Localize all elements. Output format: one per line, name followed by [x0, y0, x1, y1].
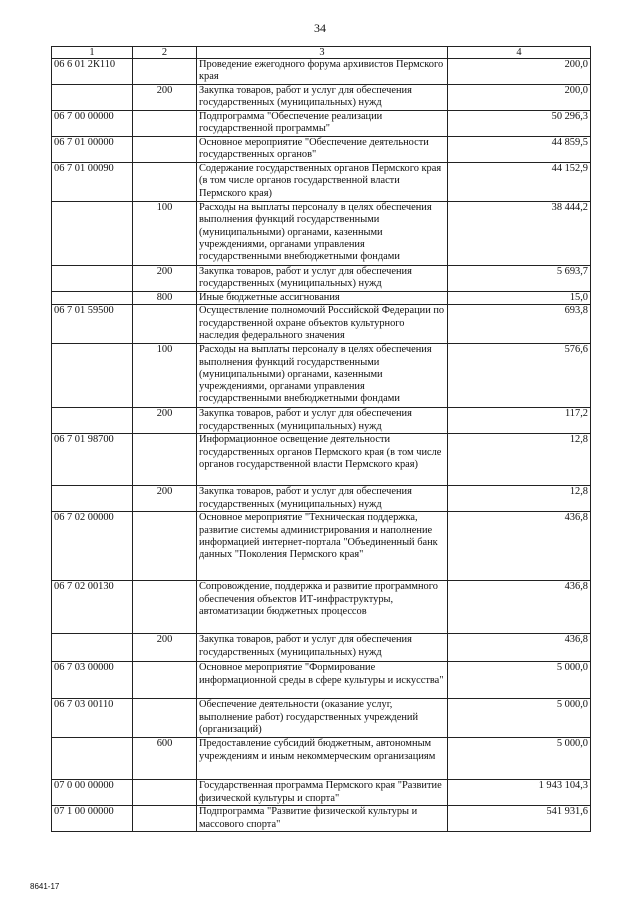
row-name: Подпрограмма "Обеспечение реализации государственной программы"	[197, 111, 448, 137]
row-amount: 15,0	[448, 292, 591, 305]
row-code: 06 7 03 00000	[52, 662, 133, 699]
row-name: Закупка товаров, работ и услуг для обеспечения государственных (муниципальных) нужд	[197, 266, 448, 292]
row-type: 100	[133, 344, 197, 408]
row-type	[133, 59, 197, 85]
table-row	[52, 137, 591, 163]
row-code	[52, 85, 133, 111]
table-row	[52, 699, 591, 738]
table-row	[52, 738, 591, 780]
row-code: 06 7 01 98700	[52, 434, 133, 486]
row-type	[133, 305, 197, 344]
row-name: Закупка товаров, работ и услуг для обеспечения государственных (муниципальных) нужд	[197, 408, 448, 434]
row-name: Основное мероприятие "Обеспечение деятельности государственных органов"	[197, 137, 448, 163]
header-row	[52, 47, 591, 59]
row-code: 06 7 00 00000	[52, 111, 133, 137]
table-row	[52, 662, 591, 699]
row-name: Основное мероприятие "Техническая поддержка, развитие системы администрирования и наполнение информацией интернет-портала "Объединенный банк данных "Поколения Пермского края"	[197, 512, 448, 581]
row-name: Закупка товаров, работ и услуг для обеспечения государственных (муниципальных) нужд	[197, 486, 448, 512]
row-name: Осуществление полномочий Российской Федерации по государственной охране объектов культурного наследия федерального значения	[197, 305, 448, 344]
row-type	[133, 806, 197, 832]
row-name: Подпрограмма "Развитие физической культуры и массового спорта"	[197, 806, 448, 832]
row-amount: 436,8	[448, 512, 591, 581]
row-code	[52, 292, 133, 305]
row-code: 06 7 01 00090	[52, 163, 133, 202]
row-amount: 5 000,0	[448, 699, 591, 738]
header-col-2: 2	[133, 47, 197, 59]
row-name: Обеспечение деятельности (оказание услуг, выполнение работ) государственных учреждений (организаций)	[197, 699, 448, 738]
row-amount: 436,8	[448, 634, 591, 662]
row-amount: 436,8	[448, 581, 591, 634]
row-name: Закупка товаров, работ и услуг для обеспечения государственных (муниципальных) нужд	[197, 634, 448, 662]
row-name: Расходы на выплаты персоналу в целях обеспечения выполнения функций государственными (муниципальными) органами, казенными учреждениями, органами управления государственными внебюджетными фондами	[197, 202, 448, 266]
row-code: 06 7 01 59500	[52, 305, 133, 344]
budget-table	[51, 46, 591, 832]
row-code	[52, 202, 133, 266]
row-amount: 200,0	[448, 59, 591, 85]
row-type: 100	[133, 202, 197, 266]
table-row	[52, 85, 591, 111]
row-type	[133, 512, 197, 581]
row-type	[133, 163, 197, 202]
row-type	[133, 662, 197, 699]
row-amount: 5 693,7	[448, 266, 591, 292]
row-code: 06 7 02 00000	[52, 512, 133, 581]
row-amount: 1 943 104,3	[448, 780, 591, 806]
table-row	[52, 780, 591, 806]
row-amount: 541 931,6	[448, 806, 591, 832]
row-code	[52, 344, 133, 408]
header-col-4: 4	[448, 47, 591, 59]
row-amount: 38 444,2	[448, 202, 591, 266]
row-code	[52, 738, 133, 780]
table-row	[52, 163, 591, 202]
row-amount: 12,8	[448, 434, 591, 486]
row-type: 600	[133, 738, 197, 780]
row-amount: 44 152,9	[448, 163, 591, 202]
table-row	[52, 305, 591, 344]
row-code: 06 7 02 00130	[52, 581, 133, 634]
row-type: 200	[133, 634, 197, 662]
table-row	[52, 408, 591, 434]
row-type: 200	[133, 266, 197, 292]
row-type	[133, 111, 197, 137]
row-code	[52, 634, 133, 662]
table-row	[52, 111, 591, 137]
table-row	[52, 806, 591, 832]
row-type	[133, 137, 197, 163]
row-amount: 117,2	[448, 408, 591, 434]
row-code: 06 7 01 00000	[52, 137, 133, 163]
table-row	[52, 266, 591, 292]
row-name: Закупка товаров, работ и услуг для обеспечения государственных (муниципальных) нужд	[197, 85, 448, 111]
row-code: 06 6 01 2К110	[52, 59, 133, 85]
row-type	[133, 780, 197, 806]
row-type	[133, 581, 197, 634]
row-name: Предоставление субсидий бюджетным, автономным учреждениям и иным некоммерческим организациям	[197, 738, 448, 780]
table-row	[52, 512, 591, 581]
table-row	[52, 292, 591, 305]
row-amount: 44 859,5	[448, 137, 591, 163]
row-code	[52, 486, 133, 512]
table-row	[52, 59, 591, 85]
row-code: 07 1 00 00000	[52, 806, 133, 832]
row-name: Сопровождение, поддержка и развитие программного обеспечения объектов ИТ-инфраструктуры, автоматизации бюджетных процессов	[197, 581, 448, 634]
row-name: Государственная программа Пермского края "Развитие физической культуры и спорта"	[197, 780, 448, 806]
table-row	[52, 344, 591, 408]
row-type: 200	[133, 486, 197, 512]
table-row	[52, 486, 591, 512]
row-type: 200	[133, 408, 197, 434]
row-amount: 50 296,3	[448, 111, 591, 137]
row-amount: 5 000,0	[448, 662, 591, 699]
row-amount: 576,6	[448, 344, 591, 408]
header-col-1: 1	[52, 47, 133, 59]
row-name: Иные бюджетные ассигнования	[197, 292, 448, 305]
row-amount: 200,0	[448, 85, 591, 111]
row-name: Проведение ежегодного форума архивистов Пермского края	[197, 59, 448, 85]
row-name: Содержание государственных органов Пермского края (в том числе органов государственной власти Пермского края)	[197, 163, 448, 202]
table-row	[52, 202, 591, 266]
page-number: 34	[314, 21, 326, 35]
header-col-3: 3	[197, 47, 448, 59]
row-type: 800	[133, 292, 197, 305]
row-code: 06 7 03 00110	[52, 699, 133, 738]
table-row	[52, 581, 591, 634]
row-amount: 5 000,0	[448, 738, 591, 780]
row-type	[133, 434, 197, 486]
row-amount: 12,8	[448, 486, 591, 512]
row-amount: 693,8	[448, 305, 591, 344]
table-row	[52, 434, 591, 486]
table-row	[52, 634, 591, 662]
row-code	[52, 408, 133, 434]
footer-code: 8641-17	[30, 882, 60, 891]
row-type	[133, 699, 197, 738]
row-name: Расходы на выплаты персоналу в целях обеспечения выполнения функций государственными (муниципальными) органами, казенными учреждениями, органами управления государственными внебюджетными фондами	[197, 344, 448, 408]
row-code	[52, 266, 133, 292]
row-type: 200	[133, 85, 197, 111]
row-code: 07 0 00 00000	[52, 780, 133, 806]
row-name: Основное мероприятие "Формирование информационной среды в сфере культуры и искусства"	[197, 662, 448, 699]
row-name: Информационное освещение деятельности государственных органов Пермского края (в том числе органов государственной власти Пермского края)	[197, 434, 448, 486]
